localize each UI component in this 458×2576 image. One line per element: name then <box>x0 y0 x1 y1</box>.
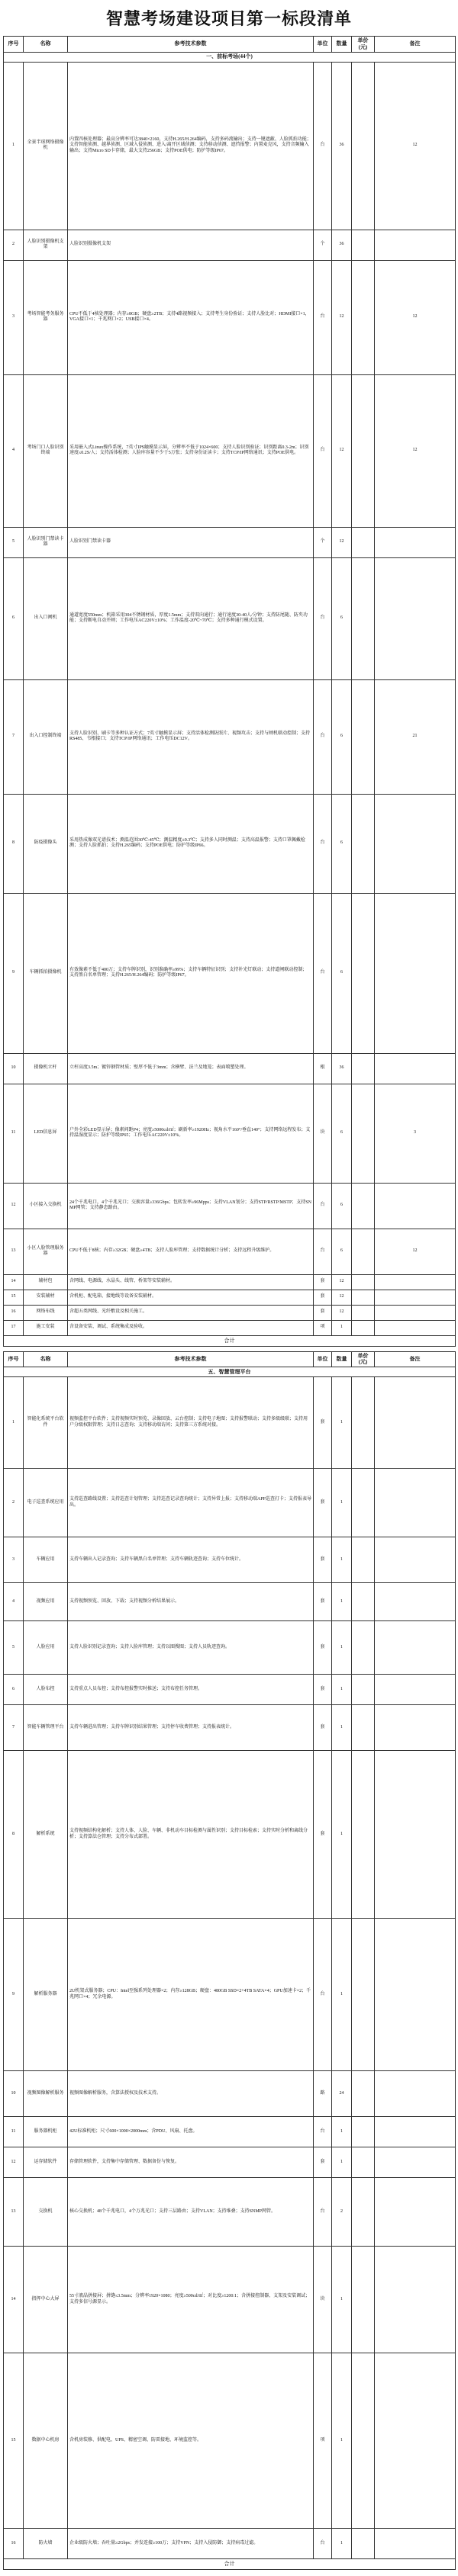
item-note <box>375 1675 456 1705</box>
item-name: 服务器机柜 <box>24 2117 68 2147</box>
row-number: 12 <box>4 1183 24 1229</box>
row-number: 6 <box>4 557 24 679</box>
table-row <box>4 1751 456 1919</box>
table-row <box>4 1621 456 1675</box>
item-note <box>375 557 456 679</box>
item-name: 车辆抓拍摄像机 <box>24 893 68 1053</box>
row-number: 13 <box>4 2178 24 2247</box>
item-name: 防火墙 <box>24 2529 68 2559</box>
item-note <box>375 1537 456 1583</box>
item-name: 网络布线 <box>24 1305 68 1320</box>
item-unit: 台 <box>314 1919 332 2071</box>
table-row <box>4 1084 456 1183</box>
table-row <box>4 1377 456 1469</box>
item-note <box>375 1290 456 1305</box>
row-number: 7 <box>4 1705 24 1751</box>
table-row <box>4 1705 456 1751</box>
header-cell: 单价(元) <box>352 1351 375 1367</box>
item-name: 考场门口人脸识别终端 <box>24 374 68 527</box>
item-name: 智能化系统平台软件 <box>24 1377 68 1469</box>
item-unit-price <box>352 2353 375 2529</box>
item-unit-price <box>352 62 375 230</box>
table-row <box>4 1320 456 1335</box>
table-row <box>4 1919 456 2071</box>
item-quantity: 6 <box>332 794 352 893</box>
item-quantity: 36 <box>332 1053 352 1084</box>
item-unit-price <box>352 1305 375 1320</box>
item-unit-price <box>352 1751 375 1919</box>
item-quantity: 1 <box>332 1469 352 1537</box>
item-quantity: 1 <box>332 1919 352 2071</box>
row-number: 10 <box>4 1053 24 1084</box>
item-spec: 含机房装修、供配电、UPS、精密空调、防雷接地、环境监控等。 <box>68 2353 314 2529</box>
item-spec: 含机柜、配电箱、接地线等设备安装辅材。 <box>68 1290 314 1305</box>
item-unit-price <box>352 1274 375 1290</box>
item-name: 考场智能考务服务器 <box>24 260 68 374</box>
item-spec: 人脸识别门禁读卡器 <box>68 527 314 557</box>
item-unit: 台 <box>314 62 332 230</box>
item-name: LED信息屏 <box>24 1084 68 1183</box>
item-name: 辅材包 <box>24 1274 68 1290</box>
table-row <box>4 2178 456 2247</box>
item-quantity: 6 <box>332 557 352 679</box>
item-unit: 套 <box>314 1751 332 1919</box>
table-row <box>4 1053 456 1084</box>
item-unit: 项 <box>314 1320 332 1335</box>
item-spec: 人脸识别摄像机支架 <box>68 230 314 260</box>
header-cell: 单价(元) <box>352 37 375 53</box>
header-cell: 参考技术参数 <box>68 37 314 53</box>
item-note <box>375 230 456 260</box>
item-quantity: 1 <box>332 2529 352 2559</box>
item-name: 车辆应用 <box>24 1537 68 1583</box>
item-unit: 套 <box>314 1621 332 1675</box>
item-quantity: 1 <box>332 1583 352 1621</box>
item-unit-price <box>352 2529 375 2559</box>
item-spec: 支持人脸识别、刷卡等多种认证方式；7英寸触摸显示屏；支持活体检测防照片、视频攻击；支持与闸机联动控制；支持RS485、韦根接口；支持TCP/IP网络通讯；工作电压DC12V。 <box>68 679 314 794</box>
row-number: 9 <box>4 1919 24 2071</box>
table-row <box>4 679 456 794</box>
item-unit-price <box>352 1053 375 1084</box>
item-unit: 台 <box>314 557 332 679</box>
table-row <box>4 2117 456 2147</box>
item-note: 12 <box>375 62 456 230</box>
item-name: 智能车辆管理平台 <box>24 1705 68 1751</box>
item-quantity: 6 <box>332 1229 352 1274</box>
item-unit: 套 <box>314 1705 332 1751</box>
table-row <box>4 374 456 527</box>
item-quantity: 36 <box>332 62 352 230</box>
row-number: 5 <box>4 527 24 557</box>
table-row <box>4 1290 456 1305</box>
item-spec: 立杆高度3.5m；镀锌钢管材质；壁厚不低于3mm；含横臂、法兰及地笼；表面喷塑处理。 <box>68 1053 314 1084</box>
item-note <box>375 2353 456 2529</box>
item-note <box>375 1183 456 1229</box>
item-note <box>375 1320 456 1335</box>
item-name: 人脸应用 <box>24 1621 68 1675</box>
item-unit: 套 <box>314 1583 332 1621</box>
item-quantity: 24 <box>332 2071 352 2117</box>
header-cell: 单位 <box>314 1351 332 1367</box>
item-quantity: 1 <box>332 2353 352 2529</box>
item-note <box>375 2529 456 2559</box>
item-unit-price <box>352 1084 375 1183</box>
item-note: 12 <box>375 374 456 527</box>
section-title-row <box>4 1367 456 1377</box>
item-note <box>375 1053 456 1084</box>
total-label: 合计 <box>4 1335 456 1346</box>
item-note <box>375 1305 456 1320</box>
item-unit: 套 <box>314 1469 332 1537</box>
item-unit: 套 <box>314 1305 332 1320</box>
item-spec: 采用热成像双光谱技术；测温范围30℃-45℃；测温精度±0.3℃；支持多人同时测温；支持高温报警；支持口罩佩戴检测；支持人脸抓拍；支持H.265编码；支持POE供电；防护等级IP66。 <box>68 794 314 893</box>
item-spec: 支持视频结构化解析；支持人体、人脸、车辆、非机动车目标检测与属性识别；支持目标检索；支持实时分析和离线分析；支持算法仓管理；支持分布式部署。 <box>68 1751 314 1919</box>
item-name: 人脸识别摄像机支架 <box>24 230 68 260</box>
item-note <box>375 1919 456 2071</box>
item-spec: 2U机架式服务器；CPU：Intel至强系列处理器×2；内存≥128GB；硬盘：480GB SSD×2+4TB SATA×4；GPU加速卡×2；千兆网口×4；冗余电源。 <box>68 1919 314 2071</box>
item-note: 12 <box>375 260 456 374</box>
item-spec: 55寸液晶拼接屏；拼缝≤3.5mm；分辨率1920×1080；亮度≥500cd/㎡；对比度≥1200:1；含拼接控制器、支架及安装调试；支持多信号源显示。 <box>68 2247 314 2353</box>
item-spec: 通道宽度550mm；机箱采用304不锈钢材质，厚度1.5mm；支持双向通行；通行速度30-40人/分钟；支持防尾随、防夹功能；支持断电自动开闸；工作电压AC220V±10%；工作温度-20℃~70℃；支持多种通行模式设置。 <box>68 557 314 679</box>
item-quantity: 1 <box>332 2117 352 2147</box>
item-unit-price <box>352 1290 375 1305</box>
item-unit: 台 <box>314 679 332 794</box>
item-unit: 个 <box>314 230 332 260</box>
row-number: 6 <box>4 1675 24 1705</box>
table-row <box>4 1183 456 1229</box>
item-spec: CPU不低于8核；内存≥32GB；硬盘≥4TB；支持人脸库管理；支持数据统计分析；支持远程升级维护。 <box>68 1229 314 1274</box>
item-unit-price <box>352 794 375 893</box>
row-number: 4 <box>4 374 24 527</box>
item-name: 出入口闸机 <box>24 557 68 679</box>
item-spec: 核心交换机；48个千兆电口，4个万兆光口；支持三层路由；支持VLAN；支持堆叠；支持SNMP网管。 <box>68 2178 314 2247</box>
item-spec: 有效像素不低于400万；支持车牌识别，识别准确率≥99%；支持车辆特征识别；支持补光灯联动；支持道闸联动控制；支持黑白名单管理；支持H.265/H.264编码；防护等级IP67。 <box>68 893 314 1053</box>
table-row <box>4 1469 456 1537</box>
item-unit: 块 <box>314 2247 332 2353</box>
item-name: 全景半球网络摄像机 <box>24 62 68 230</box>
item-note: 21 <box>375 679 456 794</box>
row-number: 11 <box>4 2117 24 2147</box>
item-spec: 户外全彩LED显示屏；像素间距P4；亮度≥5000cd/㎡；刷新率≥1920Hz；视角水平160°/垂直140°；支持网络远程发布；支持温湿度显示；防护等级IP65；工作电压AC220V±10%。 <box>68 1084 314 1183</box>
item-spec: 含设备安装、调试、系统集成及验收。 <box>68 1320 314 1335</box>
item-note <box>375 527 456 557</box>
item-note <box>375 1751 456 1919</box>
row-number: 3 <box>4 260 24 374</box>
item-unit-price <box>352 527 375 557</box>
total-row <box>4 1335 456 1346</box>
item-name: 人脸识别门禁读卡器 <box>24 527 68 557</box>
item-quantity: 1 <box>332 1751 352 1919</box>
row-number: 2 <box>4 230 24 260</box>
table-row <box>4 2247 456 2353</box>
item-unit: 个 <box>314 527 332 557</box>
item-spec: 支持车辆进出管理；支持车牌识别结果管理；支持停车收费管理；支持报表统计。 <box>68 1705 314 1751</box>
item-note <box>375 1377 456 1469</box>
row-number: 16 <box>4 2529 24 2559</box>
item-unit: 套 <box>314 1274 332 1290</box>
item-unit-price <box>352 1377 375 1469</box>
item-name: 安装辅材 <box>24 1290 68 1305</box>
item-unit: 台 <box>314 893 332 1053</box>
header-cell: 单位 <box>314 37 332 53</box>
item-unit-price <box>352 1320 375 1335</box>
item-name: 摄像机立杆 <box>24 1053 68 1084</box>
item-unit-price <box>352 1705 375 1751</box>
header-cell: 备注 <box>375 1351 456 1367</box>
item-quantity: 1 <box>332 1537 352 1583</box>
item-note <box>375 2117 456 2147</box>
section-title-row <box>4 52 456 62</box>
item-quantity: 12 <box>332 374 352 527</box>
table-row <box>4 2071 456 2117</box>
table-row <box>4 1583 456 1621</box>
item-name: 运存储软件 <box>24 2147 68 2178</box>
item-name: 解析系统 <box>24 1751 68 1919</box>
item-unit: 台 <box>314 2529 332 2559</box>
header-cell: 数量 <box>332 37 352 53</box>
item-name: 施工安装 <box>24 1320 68 1335</box>
item-quantity: 12 <box>332 1290 352 1305</box>
item-quantity: 1 <box>332 1705 352 1751</box>
item-unit: 项 <box>314 2353 332 2529</box>
row-number: 12 <box>4 2147 24 2178</box>
item-name: 视频应用 <box>24 1583 68 1621</box>
item-unit-price <box>352 230 375 260</box>
item-spec: 含超五类网线、光纤敷设及相关施工。 <box>68 1305 314 1320</box>
platform-table <box>3 1351 456 2571</box>
item-note <box>375 893 456 1053</box>
row-number: 4 <box>4 1583 24 1621</box>
item-unit: 台 <box>314 1229 332 1274</box>
row-number: 15 <box>4 2353 24 2529</box>
item-name: 视频图像解析服务 <box>24 2071 68 2117</box>
table-header-row <box>4 1351 456 1367</box>
item-quantity: 6 <box>332 679 352 794</box>
item-spec: 存储管理软件，支持集中存储管理、数据备份与恢复。 <box>68 2147 314 2178</box>
table-row <box>4 2147 456 2178</box>
header-cell: 名称 <box>24 1351 68 1367</box>
item-unit-price <box>352 1229 375 1274</box>
item-quantity: 1 <box>332 1621 352 1675</box>
row-number: 5 <box>4 1621 24 1675</box>
table-row <box>4 527 456 557</box>
item-quantity: 12 <box>332 527 352 557</box>
row-number: 10 <box>4 2071 24 2117</box>
row-number: 8 <box>4 1751 24 1919</box>
row-number: 15 <box>4 1290 24 1305</box>
item-unit-price <box>352 2117 375 2147</box>
header-cell: 数量 <box>332 1351 352 1367</box>
table-row <box>4 893 456 1053</box>
table-row <box>4 1537 456 1583</box>
item-unit-price <box>352 893 375 1053</box>
item-spec: 企业级防火墙；吞吐量≥2Gbps；并发连接≥100万；支持VPN；支持入侵防御；支持病毒过滤。 <box>68 2529 314 2559</box>
item-spec: 采用嵌入式Linux操作系统，7英寸IPS触摸显示屏，分辨率不低于1024×600；支持人脸识别验证；识别距离0.3-2m；识别速度≤0.2S/人；支持活体检测；人脸库容量不少于5万张；支持身份证读卡；支持TCP/IP网络通讯；支持POE供电。 <box>68 374 314 527</box>
item-quantity: 12 <box>332 1274 352 1290</box>
item-name: 人脸布控 <box>24 1675 68 1705</box>
item-unit-price <box>352 1183 375 1229</box>
item-quantity: 6 <box>332 1183 352 1229</box>
item-spec: 内置四核处理器；最高分辨率可达3840×2160，支持H.265/H.264编码，支持多码流输出；支持一键遮蔽、人脸抓拍功能；支持智能侦测、越界侦测、区域入侵侦测、进入/离开区域侦测；支持移动侦测、遮挡报警；内置麦克风，支持音频输入输出；支持Micro SD卡存储，最大支持256GB；支持POE供电；防护等级IP67。 <box>68 62 314 230</box>
item-unit-price <box>352 1583 375 1621</box>
item-unit-price <box>352 374 375 527</box>
item-note: 12 <box>375 1229 456 1274</box>
item-unit-price <box>352 2247 375 2353</box>
header-cell: 名称 <box>24 37 68 53</box>
table-row <box>4 1675 456 1705</box>
row-number: 1 <box>4 62 24 230</box>
item-name: 数据中心机房 <box>24 2353 68 2529</box>
item-name: 电子巡查系统应用 <box>24 1469 68 1537</box>
item-quantity: 1 <box>332 2247 352 2353</box>
item-unit: 台 <box>314 2178 332 2247</box>
table-row <box>4 62 456 230</box>
header-cell: 参考技术参数 <box>68 1351 314 1367</box>
row-number: 3 <box>4 1537 24 1583</box>
item-spec: 支持人脸识别记录查询；支持人脸库管理；支持以图搜图；支持人员轨迹查询。 <box>68 1621 314 1675</box>
table-row <box>4 1229 456 1274</box>
row-number: 14 <box>4 2247 24 2353</box>
item-name: 指挥中心大屏 <box>24 2247 68 2353</box>
item-quantity: 12 <box>332 1305 352 1320</box>
item-spec: 视频图像解析服务，含算法授权及技术支持。 <box>68 2071 314 2117</box>
row-number: 11 <box>4 1084 24 1183</box>
item-unit: 块 <box>314 1084 332 1183</box>
item-spec: 支持巡查路线设置；支持巡查计划管理；支持巡查记录查询统计；支持异常上报；支持移动端APP巡查打卡；支持报表导出。 <box>68 1469 314 1537</box>
item-note <box>375 794 456 893</box>
item-unit: 套 <box>314 1537 332 1583</box>
item-note <box>375 2247 456 2353</box>
item-spec: 42U标准机柜；尺寸600×1000×2000mm；含PDU、风扇、托盘。 <box>68 2117 314 2147</box>
item-unit-price <box>352 1621 375 1675</box>
item-unit-price <box>352 1919 375 2071</box>
row-number: 2 <box>4 1469 24 1537</box>
bill-of-quantities-table <box>3 36 456 1347</box>
row-number: 7 <box>4 679 24 794</box>
table-row <box>4 260 456 374</box>
table-header-row <box>4 37 456 53</box>
item-unit-price <box>352 679 375 794</box>
item-spec: 视频监控平台软件；支持视频实时预览、录像回放、云台控制；支持电子地图；支持报警联动；支持多级级联；支持用户分级权限管理；支持日志查询；支持移动端访问；支持第三方系统对接。 <box>68 1377 314 1469</box>
item-note <box>375 1705 456 1751</box>
row-number: 8 <box>4 794 24 893</box>
total-row <box>4 2559 456 2570</box>
item-note <box>375 1621 456 1675</box>
item-unit: 套 <box>314 2147 332 2178</box>
item-unit: 台 <box>314 260 332 374</box>
item-name: 出入口控制终端 <box>24 679 68 794</box>
item-quantity: 1 <box>332 2147 352 2178</box>
page-title: 智慧考场建设项目第一标段清单 <box>105 9 352 28</box>
item-note <box>375 1469 456 1537</box>
item-unit-price <box>352 2178 375 2247</box>
item-quantity: 1 <box>332 1675 352 1705</box>
item-note <box>375 2071 456 2117</box>
item-name: 防疫摄像头 <box>24 794 68 893</box>
item-spec: CPU不低于4核处理器；内存≥8GB；硬盘≥2TB；支持4路视频接入；支持考生身份验证；支持人脸比对；HDMI接口×1，VGA接口×1；千兆网口×2；USB接口×4。 <box>68 260 314 374</box>
item-name: 小区人脸管理服务器 <box>24 1229 68 1274</box>
item-unit: 台 <box>314 794 332 893</box>
item-name: 小区接入交换机 <box>24 1183 68 1229</box>
item-note <box>375 1583 456 1621</box>
table-row <box>4 557 456 679</box>
item-unit-price <box>352 557 375 679</box>
item-quantity: 6 <box>332 893 352 1053</box>
item-note: 3 <box>375 1084 456 1183</box>
table-row <box>4 1305 456 1320</box>
item-unit: 台 <box>314 1183 332 1229</box>
item-quantity: 1 <box>332 1377 352 1469</box>
item-spec: 含网线、电源线、水晶头、线管、桥架等安装辅材。 <box>68 1274 314 1290</box>
item-quantity: 1 <box>332 1320 352 1335</box>
section-title: 一、前标考场(44个) <box>4 52 456 62</box>
row-number: 13 <box>4 1229 24 1274</box>
table-row <box>4 2529 456 2559</box>
table-row <box>4 794 456 893</box>
item-unit-price <box>352 2071 375 2117</box>
item-quantity: 2 <box>332 2178 352 2247</box>
item-spec: 支持车辆出入记录查询；支持车辆黑白名单管理；支持车辆轨迹查询；支持车位统计。 <box>68 1537 314 1583</box>
item-note <box>375 2178 456 2247</box>
total-label: 合计 <box>4 2559 456 2570</box>
item-name: 交换机 <box>24 2178 68 2247</box>
table-row <box>4 2353 456 2529</box>
row-number: 14 <box>4 1274 24 1290</box>
item-unit: 套 <box>314 1290 332 1305</box>
item-unit: 路 <box>314 2071 332 2117</box>
item-spec: 支持视频预览、回放、下载；支持视频分析结果展示。 <box>68 1583 314 1621</box>
item-quantity: 12 <box>332 260 352 374</box>
item-unit: 根 <box>314 1053 332 1084</box>
item-unit-price <box>352 260 375 374</box>
row-number: 1 <box>4 1377 24 1469</box>
table-row <box>4 230 456 260</box>
item-unit: 台 <box>314 374 332 527</box>
item-unit: 台 <box>314 2117 332 2147</box>
row-number: 17 <box>4 1320 24 1335</box>
section-title: 五、智慧管理平台 <box>4 1367 456 1377</box>
item-quantity: 6 <box>332 1084 352 1183</box>
item-note <box>375 2147 456 2178</box>
table-row <box>4 1274 456 1290</box>
header-cell: 备注 <box>375 37 456 53</box>
item-spec: 支持重点人员布控；支持布控报警实时推送；支持布控任务管理。 <box>68 1675 314 1705</box>
item-unit-price <box>352 1675 375 1705</box>
header-cell: 序号 <box>4 37 24 53</box>
item-note <box>375 1274 456 1290</box>
row-number: 16 <box>4 1305 24 1320</box>
item-name: 解析服务器 <box>24 1919 68 2071</box>
item-unit-price <box>352 1469 375 1537</box>
item-unit-price <box>352 1537 375 1583</box>
item-spec: 24个千兆电口，4个千兆光口；交换容量≥336Gbps；包转发率≥96Mpps；支持VLAN划分；支持STP/RSTP/MSTP；支持SNMP网管；支持静态路由。 <box>68 1183 314 1229</box>
header-cell: 序号 <box>4 1351 24 1367</box>
row-number: 9 <box>4 893 24 1053</box>
item-quantity: 36 <box>332 230 352 260</box>
item-unit-price <box>352 2147 375 2178</box>
item-unit: 套 <box>314 1377 332 1469</box>
item-unit: 套 <box>314 1675 332 1705</box>
